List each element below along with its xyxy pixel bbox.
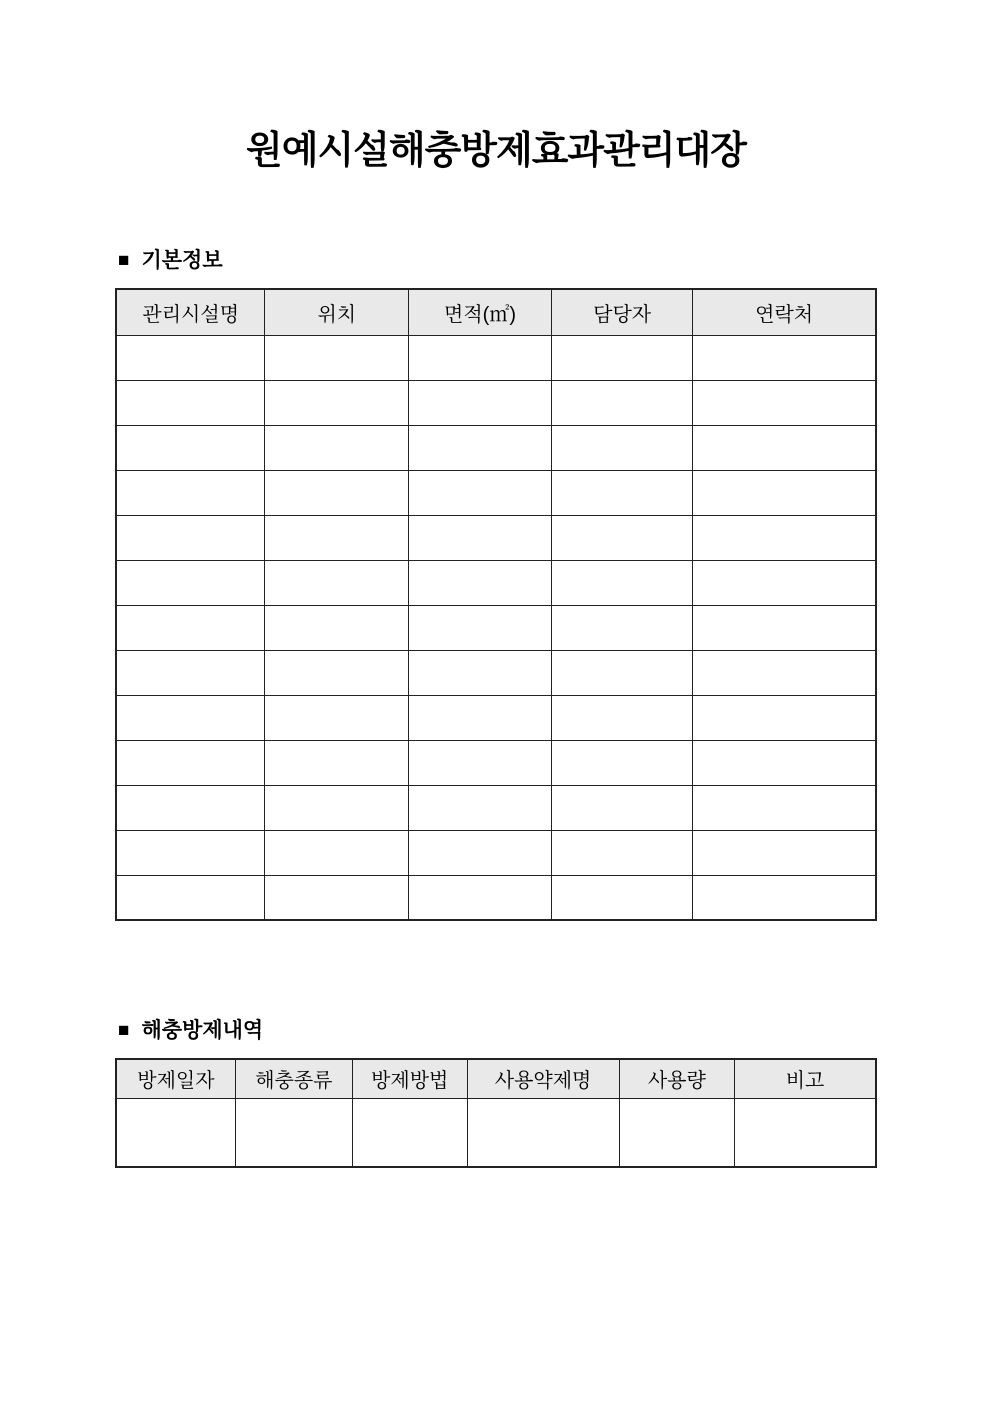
empty-cell bbox=[551, 470, 692, 515]
table-row bbox=[116, 425, 876, 470]
empty-cell bbox=[116, 695, 265, 740]
table-row bbox=[116, 1098, 876, 1167]
table-row bbox=[116, 515, 876, 560]
empty-cell bbox=[693, 695, 876, 740]
empty-cell bbox=[551, 785, 692, 830]
empty-cell bbox=[693, 425, 876, 470]
column-header-chemical-name: 사용약제명 bbox=[467, 1059, 619, 1098]
empty-cell bbox=[551, 650, 692, 695]
empty-cell bbox=[265, 425, 409, 470]
empty-cell bbox=[116, 425, 265, 470]
empty-cell bbox=[409, 605, 552, 650]
empty-cell bbox=[409, 515, 552, 560]
empty-cell bbox=[116, 650, 265, 695]
table-row bbox=[116, 335, 876, 380]
column-header-remarks: 비고 bbox=[735, 1059, 876, 1098]
column-header-area: 면적(㎡) bbox=[409, 289, 552, 335]
table-row bbox=[116, 875, 876, 920]
empty-cell bbox=[467, 1098, 619, 1167]
table-row bbox=[116, 695, 876, 740]
table-row bbox=[116, 560, 876, 605]
empty-cell bbox=[265, 830, 409, 875]
empty-cell bbox=[693, 515, 876, 560]
empty-cell bbox=[116, 605, 265, 650]
empty-cell bbox=[116, 875, 265, 920]
black-square-bullet: ■ bbox=[118, 250, 130, 271]
pest-control-table bbox=[115, 1058, 877, 1168]
section-heading-pest-control bbox=[118, 1018, 877, 1044]
empty-cell bbox=[265, 785, 409, 830]
column-header-person-in-charge: 담당자 bbox=[551, 289, 692, 335]
section-label-pest-control: 해충방제내역 bbox=[141, 1019, 264, 1042]
empty-cell bbox=[409, 785, 552, 830]
empty-cell bbox=[409, 830, 552, 875]
empty-cell bbox=[265, 515, 409, 560]
empty-cell bbox=[551, 515, 692, 560]
empty-cell bbox=[693, 470, 876, 515]
empty-cell bbox=[693, 380, 876, 425]
empty-cell bbox=[265, 560, 409, 605]
empty-cell bbox=[116, 740, 265, 785]
column-header-facility-name: 관리시설명 bbox=[116, 289, 265, 335]
empty-cell bbox=[619, 1098, 735, 1167]
empty-cell bbox=[693, 560, 876, 605]
empty-cell bbox=[551, 560, 692, 605]
pest-control-header-row bbox=[116, 1059, 876, 1098]
empty-cell bbox=[116, 470, 265, 515]
empty-cell bbox=[116, 515, 265, 560]
table-row bbox=[116, 605, 876, 650]
page-title: 원예시설해충방제효과관리대장 bbox=[246, 130, 746, 172]
empty-cell bbox=[116, 380, 265, 425]
empty-cell bbox=[409, 380, 552, 425]
empty-cell bbox=[693, 740, 876, 785]
column-header-pest-type: 해충종류 bbox=[235, 1059, 352, 1098]
empty-cell bbox=[693, 785, 876, 830]
table-row bbox=[116, 650, 876, 695]
column-header-control-date: 방제일자 bbox=[116, 1059, 235, 1098]
column-header-usage-amount: 사용량 bbox=[619, 1059, 735, 1098]
section-pest-control bbox=[115, 1018, 877, 1168]
table-row bbox=[116, 740, 876, 785]
empty-cell bbox=[116, 560, 265, 605]
basic-info-header-row bbox=[116, 289, 876, 335]
empty-cell bbox=[693, 650, 876, 695]
empty-cell bbox=[265, 740, 409, 785]
empty-cell bbox=[551, 380, 692, 425]
empty-cell bbox=[551, 335, 692, 380]
empty-cell bbox=[693, 875, 876, 920]
empty-cell bbox=[409, 470, 552, 515]
table-row bbox=[116, 380, 876, 425]
empty-cell bbox=[265, 605, 409, 650]
table-row bbox=[116, 785, 876, 830]
empty-cell bbox=[116, 335, 265, 380]
basic-info-table bbox=[115, 288, 877, 921]
black-square-bullet: ■ bbox=[118, 1020, 130, 1041]
empty-cell bbox=[551, 830, 692, 875]
table-row bbox=[116, 470, 876, 515]
empty-cell bbox=[693, 605, 876, 650]
empty-cell bbox=[116, 1098, 235, 1167]
empty-cell bbox=[693, 335, 876, 380]
section-heading-basic-info bbox=[118, 248, 877, 274]
empty-cell bbox=[265, 695, 409, 740]
empty-cell bbox=[735, 1098, 876, 1167]
empty-cell bbox=[235, 1098, 352, 1167]
column-header-location: 위치 bbox=[265, 289, 409, 335]
table-row bbox=[116, 830, 876, 875]
empty-cell bbox=[265, 470, 409, 515]
empty-cell bbox=[551, 875, 692, 920]
empty-cell bbox=[265, 335, 409, 380]
empty-cell bbox=[409, 875, 552, 920]
column-header-contact: 연락처 bbox=[693, 289, 876, 335]
empty-cell bbox=[265, 650, 409, 695]
empty-cell bbox=[352, 1098, 467, 1167]
empty-cell bbox=[116, 830, 265, 875]
empty-cell bbox=[409, 560, 552, 605]
section-label-basic-info: 기본정보 bbox=[141, 249, 223, 272]
empty-cell bbox=[551, 605, 692, 650]
empty-cell bbox=[265, 380, 409, 425]
empty-cell bbox=[551, 695, 692, 740]
empty-cell bbox=[116, 785, 265, 830]
empty-cell bbox=[409, 335, 552, 380]
empty-cell bbox=[551, 740, 692, 785]
empty-cell bbox=[409, 740, 552, 785]
empty-cell bbox=[409, 695, 552, 740]
empty-cell bbox=[551, 425, 692, 470]
empty-cell bbox=[265, 875, 409, 920]
section-basic-info bbox=[115, 248, 877, 921]
empty-cell bbox=[409, 425, 552, 470]
column-header-control-method: 방제방법 bbox=[352, 1059, 467, 1098]
empty-cell bbox=[409, 650, 552, 695]
empty-cell bbox=[693, 830, 876, 875]
